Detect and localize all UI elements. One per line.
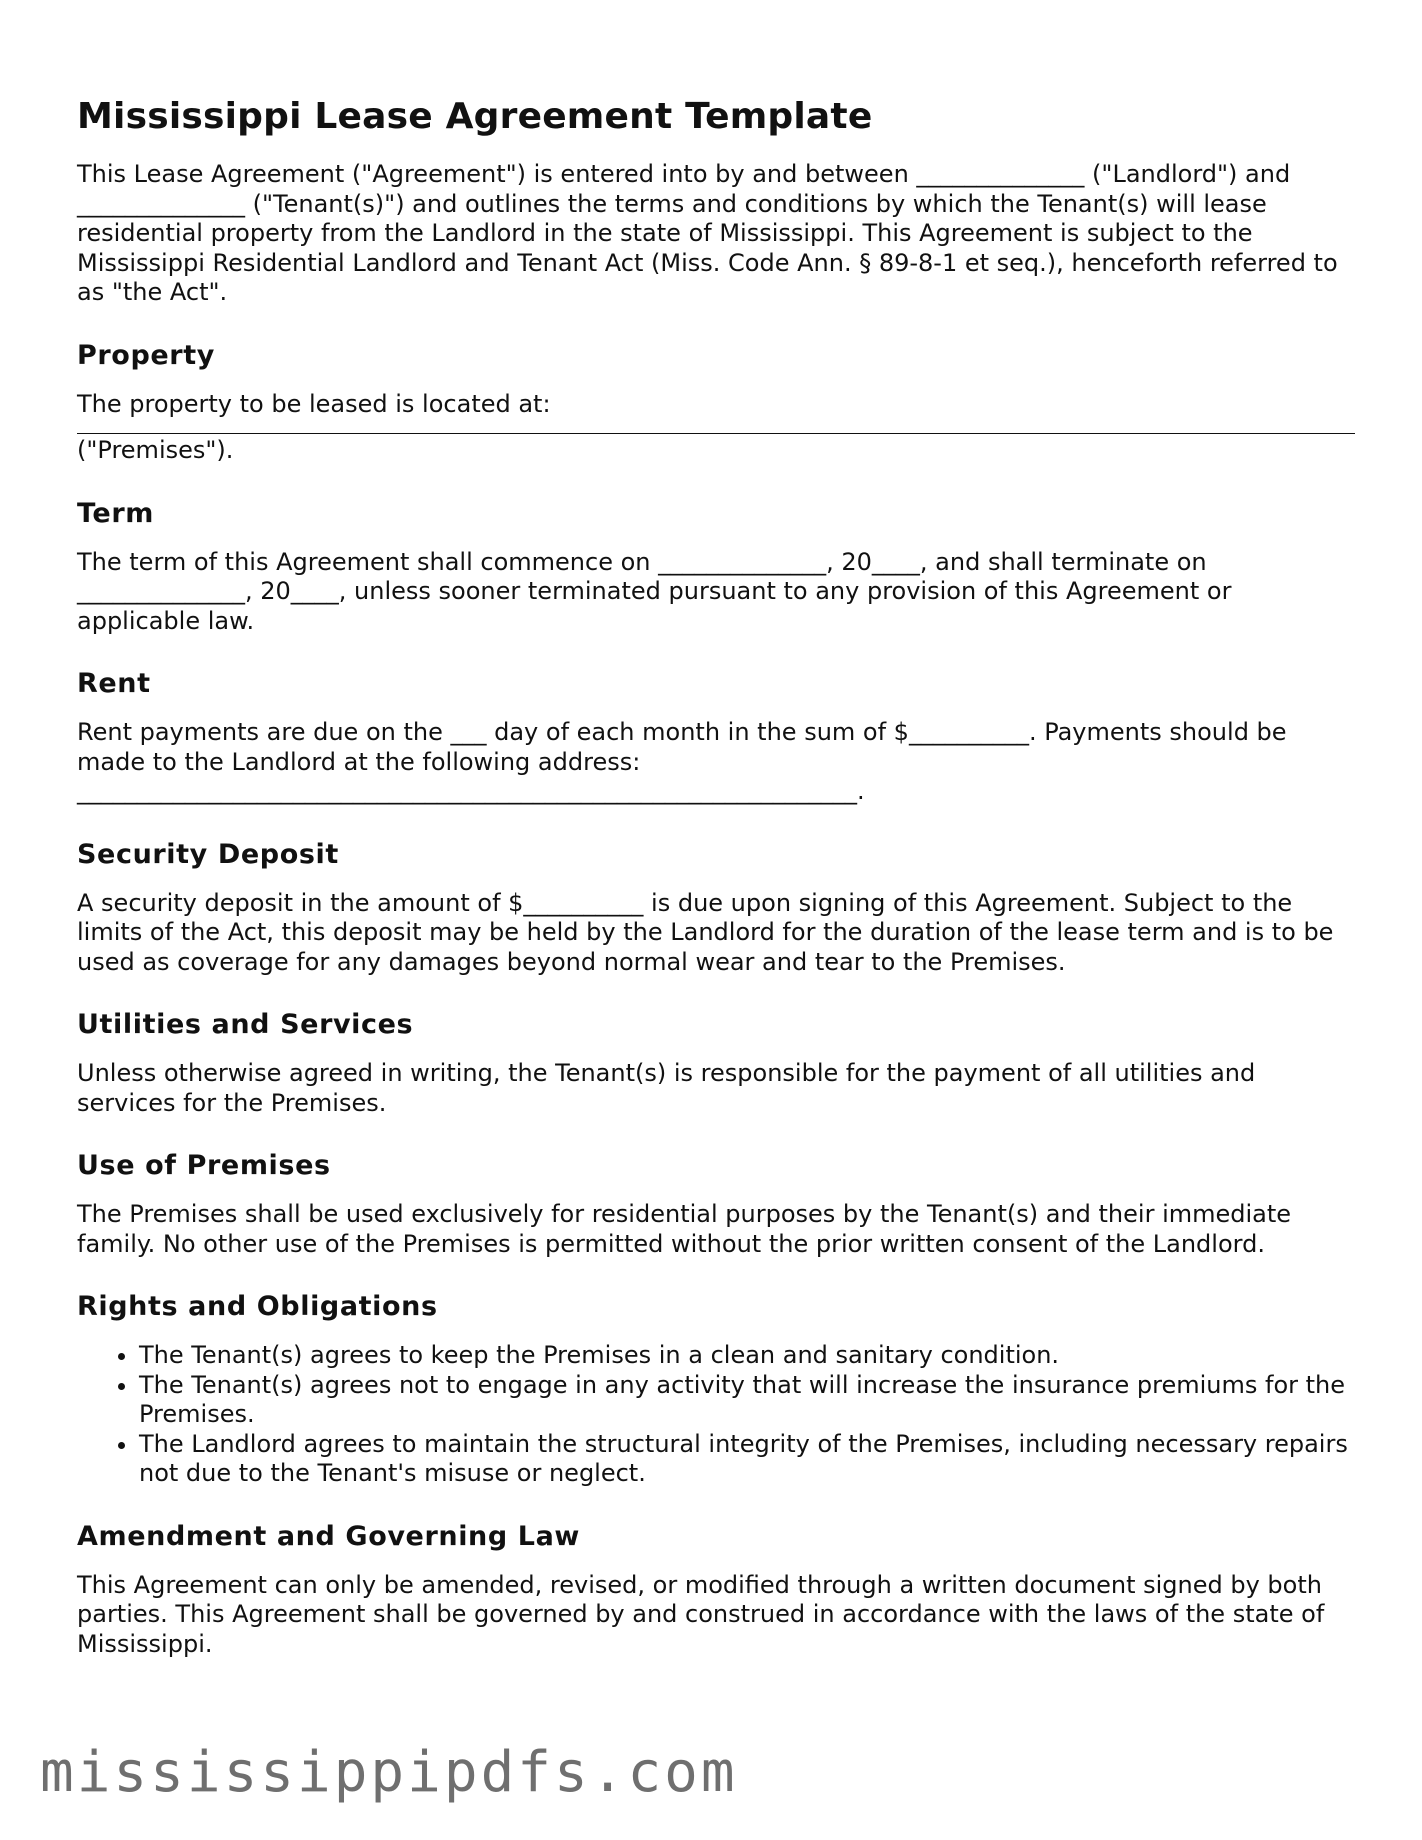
security-deposit-text: A security deposit in the amount of $__________ is due upon signing of this Agreement. Subject to the limits of the Act, this deposit may be held by the Landlord for the duration of the lease term and is to be used as coverage for any damages beyond normal wear and tear to the Premises.	[77, 888, 1334, 976]
section-heading-property: Property	[77, 339, 215, 371]
utilities-text: Unless otherwise agreed in writing, the Tenant(s) is responsible for the payment of all utilities and services for the Premises.	[77, 1059, 1256, 1117]
section-heading-security-deposit: Security Deposit	[77, 838, 339, 870]
rent-text: Rent payments are due on the ___ day of each month in the sum of $__________. Payments should be made to the Landlord at the following address: _________________________________________________________________.	[77, 718, 1287, 805]
rights-list	[77, 1341, 1355, 1489]
use-of-premises-text: The Premises shall be used exclusively for residential purposes by the Tenant(s) and their immediate family. No other use of the Premises is permitted without the prior written consent of the Landlord.	[77, 1200, 1292, 1258]
property-text: The property to be leased is located at:	[77, 389, 551, 418]
section-heading-utilities: Utilities and Services	[77, 1009, 414, 1040]
term-text: The term of this Agreement shall commence on ______________, 20____, and shall terminate on ______________, 20____, unless sooner terminated pursuant to any provision of this Agreement or applicable law.	[77, 547, 1232, 635]
site-watermark: mississippipdfs.com	[40, 1740, 738, 1805]
document-page	[77, 92, 1355, 1689]
section-heading-use-of-premises: Use of Premises	[77, 1150, 331, 1181]
list-item: • The Tenant(s) agrees to keep the Premises in a clean and sanitary condition.	[139, 1341, 1355, 1371]
section-heading-amendment: Amendment and Governing Law	[77, 1520, 580, 1552]
section-heading-term: Term	[77, 497, 154, 529]
section-heading-rights: Rights and Obligations	[77, 1291, 438, 1322]
section-heading-rent: Rent	[77, 668, 151, 699]
property-premises-label: ("Premises").	[77, 436, 234, 464]
property-address-line	[77, 419, 1355, 434]
list-item: • The Landlord agrees to maintain the structural integrity of the Premises, including necessary repairs not due to the Tenant's misuse or neglect.	[139, 1430, 1355, 1489]
list-item: • The Tenant(s) agrees not to engage in any activity that will increase the insurance premiums for the Premises.	[139, 1371, 1355, 1430]
intro-paragraph: This Lease Agreement ("Agreement") is entered into by and between ______________ ("Landlord") and ______________ ("Tenant(s)") and outlines the terms and conditions by which the Tenant(s) will lease residential property from the Landlord in the state of Mississippi. This Agreement is subject to the Mississippi Residential Landlord and Tenant Act (Miss. Code Ann. § 89-8-1 et seq.), henceforth referred to as "the Act".	[77, 160, 1338, 306]
document-title: Mississippi Lease Agreement Template	[77, 96, 873, 137]
amendment-text: This Agreement can only be amended, revised, or modified through a written document signed by both parties. This Agreement shall be governed by and construed in accordance with the laws of the state of Mississippi.	[77, 1570, 1325, 1658]
